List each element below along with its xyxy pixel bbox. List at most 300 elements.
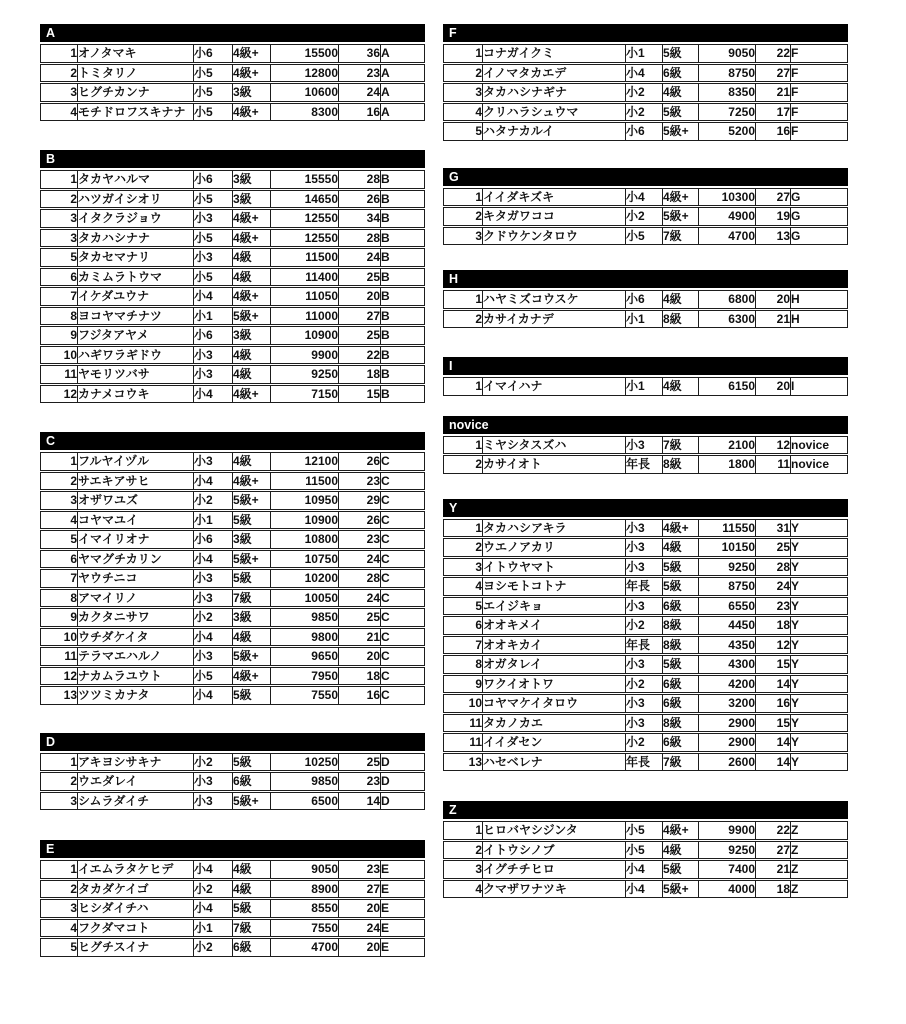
- cell-points: 8900: [270, 880, 338, 899]
- cell-group: D: [380, 792, 425, 811]
- cell-grade: 小4: [193, 860, 232, 879]
- cell-kyu: 5級+: [232, 491, 270, 510]
- cell-points: 10300: [698, 188, 755, 207]
- cell-grade: 小5: [193, 667, 232, 686]
- cell-name: サエキアサヒ: [77, 472, 193, 491]
- cell-group: novice: [790, 436, 848, 455]
- cell-rank: 4: [443, 880, 482, 899]
- cell-name: タカハシナナ: [77, 229, 193, 248]
- cell-name: タカセマナリ: [77, 248, 193, 267]
- cell-kyu: 5級: [662, 655, 698, 674]
- table-row: [443, 558, 848, 577]
- cell-count: 27: [755, 64, 790, 83]
- cell-count: 26: [338, 452, 380, 471]
- cell-kyu: 4級: [662, 538, 698, 557]
- cell-rank: 2: [443, 455, 482, 474]
- cell-count: 18: [338, 365, 380, 384]
- cell-kyu: 5級: [232, 753, 270, 772]
- cell-kyu: 8級: [662, 455, 698, 474]
- cell-count: 28: [338, 229, 380, 248]
- cell-points: 4900: [698, 207, 755, 226]
- group-label: Z: [449, 803, 457, 817]
- cell-points: 8350: [698, 83, 755, 102]
- cell-count: 14: [755, 733, 790, 752]
- cell-points: 12800: [270, 64, 338, 83]
- cell-rank: 10: [40, 346, 77, 365]
- cell-grade: 小2: [193, 491, 232, 510]
- cell-rank: 2: [443, 310, 482, 329]
- cell-group: A: [380, 83, 425, 102]
- cell-grade: 小3: [625, 519, 662, 538]
- table-row: [40, 103, 425, 122]
- cell-kyu: 4級: [232, 860, 270, 879]
- cell-grade: 小5: [625, 821, 662, 840]
- cell-kyu: 6級: [662, 675, 698, 694]
- cell-rank: 2: [40, 880, 77, 899]
- group-header: [443, 24, 848, 42]
- cell-rank: 12: [40, 385, 77, 404]
- cell-points: 8750: [698, 64, 755, 83]
- cell-name: イマイハナ: [482, 377, 625, 396]
- table-row: [40, 899, 425, 918]
- cell-rank: 11: [443, 714, 482, 733]
- cell-name: テラマエハルノ: [77, 647, 193, 666]
- group-header: [40, 432, 425, 450]
- cell-points: 11500: [270, 248, 338, 267]
- cell-count: 16: [755, 122, 790, 141]
- cell-count: 25: [755, 538, 790, 557]
- cell-count: 21: [338, 628, 380, 647]
- cell-rank: 1: [443, 188, 482, 207]
- cell-points: 9250: [270, 365, 338, 384]
- cell-name: カナメコウキ: [77, 385, 193, 404]
- cell-count: 27: [755, 841, 790, 860]
- cell-name: ヨシモトコトナ: [482, 577, 625, 596]
- table-row: [40, 472, 425, 491]
- cell-name: ハセベレナ: [482, 753, 625, 772]
- cell-rank: 3: [443, 558, 482, 577]
- cell-rank: 1: [443, 44, 482, 63]
- cell-name: ヒロバヤシジンタ: [482, 821, 625, 840]
- cell-grade: 小4: [193, 385, 232, 404]
- cell-count: 22: [755, 44, 790, 63]
- table-row: [443, 860, 848, 879]
- cell-kyu: 5級: [232, 686, 270, 705]
- cell-rank: 5: [443, 597, 482, 616]
- group-E: [40, 840, 425, 958]
- cell-group: Z: [790, 841, 848, 860]
- cell-grade: 小3: [193, 248, 232, 267]
- table-row: [40, 385, 425, 404]
- cell-rank: 6: [40, 550, 77, 569]
- table-row: [443, 636, 848, 655]
- table-row: [40, 365, 425, 384]
- table-row: [443, 597, 848, 616]
- cell-kyu: 4級+: [232, 103, 270, 122]
- cell-name: トミタリノ: [77, 64, 193, 83]
- cell-grade: 小3: [193, 346, 232, 365]
- cell-grade: 小5: [193, 83, 232, 102]
- cell-rank: 2: [443, 64, 482, 83]
- group-I: [443, 357, 848, 397]
- group-label: H: [449, 272, 459, 286]
- cell-kyu: 5級: [662, 44, 698, 63]
- cell-grade: 小3: [625, 714, 662, 733]
- group-G: [443, 168, 848, 247]
- cell-points: 9900: [698, 821, 755, 840]
- cell-name: ミヤシタスズハ: [482, 436, 625, 455]
- cell-name: アキヨシサキナ: [77, 753, 193, 772]
- cell-count: 34: [338, 209, 380, 228]
- cell-kyu: 3級: [232, 170, 270, 189]
- cell-grade: 小3: [193, 209, 232, 228]
- cell-rank: 11: [40, 647, 77, 666]
- cell-group: H: [790, 290, 848, 309]
- cell-grade: 年長: [625, 577, 662, 596]
- cell-kyu: 4級: [232, 452, 270, 471]
- cell-kyu: 4級: [232, 346, 270, 365]
- cell-rank: 1: [443, 377, 482, 396]
- cell-group: B: [380, 209, 425, 228]
- cell-rank: 3: [40, 209, 77, 228]
- table-row: [40, 919, 425, 938]
- table-row: [40, 307, 425, 326]
- cell-rank: 2: [40, 772, 77, 791]
- cell-kyu: 7級: [232, 919, 270, 938]
- cell-name: カクタニサワ: [77, 608, 193, 627]
- cell-count: 21: [755, 83, 790, 102]
- group-table-G: [443, 187, 848, 247]
- cell-grade: 小5: [625, 227, 662, 246]
- group-header: [443, 270, 848, 288]
- cell-group: Y: [790, 733, 848, 752]
- cell-points: 8550: [270, 899, 338, 918]
- cell-name: ナカムラユウト: [77, 667, 193, 686]
- cell-grade: 小1: [625, 377, 662, 396]
- cell-kyu: 4級: [232, 880, 270, 899]
- table-row: [40, 753, 425, 772]
- table-row: [443, 227, 848, 246]
- cell-kyu: 6級: [232, 772, 270, 791]
- cell-rank: 12: [40, 667, 77, 686]
- cell-rank: 3: [443, 227, 482, 246]
- cell-count: 24: [755, 577, 790, 596]
- cell-kyu: 4級: [232, 628, 270, 647]
- cell-group: G: [790, 188, 848, 207]
- table-row: [40, 209, 425, 228]
- cell-rank: 1: [40, 170, 77, 189]
- cell-name: イノマタカエデ: [482, 64, 625, 83]
- table-row: [443, 122, 848, 141]
- cell-group: A: [380, 103, 425, 122]
- cell-points: 9650: [270, 647, 338, 666]
- cell-points: 6500: [270, 792, 338, 811]
- cell-kyu: 6級: [662, 694, 698, 713]
- table-row: [40, 511, 425, 530]
- cell-group: B: [380, 268, 425, 287]
- cell-name: モチドロフスキナナ: [77, 103, 193, 122]
- cell-points: 4450: [698, 616, 755, 635]
- cell-group: D: [380, 772, 425, 791]
- cell-points: 11500: [270, 472, 338, 491]
- cell-group: C: [380, 589, 425, 608]
- cell-name: コナガイクミ: [482, 44, 625, 63]
- table-row: [443, 675, 848, 694]
- cell-group: C: [380, 628, 425, 647]
- cell-kyu: 5級+: [232, 550, 270, 569]
- cell-grade: 小4: [625, 188, 662, 207]
- cell-rank: 9: [40, 326, 77, 345]
- cell-group: Y: [790, 616, 848, 635]
- cell-grade: 小6: [193, 44, 232, 63]
- cell-grade: 小6: [193, 530, 232, 549]
- cell-grade: 小4: [193, 472, 232, 491]
- cell-points: 7950: [270, 667, 338, 686]
- cell-points: 9900: [270, 346, 338, 365]
- group-label: B: [46, 152, 56, 166]
- cell-grade: 小1: [625, 44, 662, 63]
- cell-group: I: [790, 377, 848, 396]
- group-label: E: [46, 842, 55, 856]
- cell-group: B: [380, 190, 425, 209]
- group-header: [443, 801, 848, 819]
- cell-grade: 小4: [625, 64, 662, 83]
- cell-group: C: [380, 667, 425, 686]
- cell-grade: 小3: [193, 569, 232, 588]
- group-table-F: [443, 43, 848, 142]
- table-row: [40, 647, 425, 666]
- cell-count: 19: [755, 207, 790, 226]
- cell-points: 9050: [270, 860, 338, 879]
- cell-name: ハギワラギドウ: [77, 346, 193, 365]
- table-row: [40, 860, 425, 879]
- cell-kyu: 4級: [232, 268, 270, 287]
- cell-group: B: [380, 287, 425, 306]
- cell-rank: 1: [40, 44, 77, 63]
- cell-kyu: 8級: [662, 636, 698, 655]
- table-row: [443, 436, 848, 455]
- cell-points: 2900: [698, 714, 755, 733]
- table-row: [443, 188, 848, 207]
- cell-points: 4700: [270, 938, 338, 957]
- cell-kyu: 4級+: [662, 188, 698, 207]
- cell-kyu: 5級: [232, 899, 270, 918]
- cell-points: 10900: [270, 511, 338, 530]
- cell-grade: 小2: [193, 753, 232, 772]
- cell-rank: 1: [40, 860, 77, 879]
- cell-points: 2900: [698, 733, 755, 752]
- cell-kyu: 5級: [232, 511, 270, 530]
- cell-grade: 小3: [625, 655, 662, 674]
- cell-grade: 小5: [193, 103, 232, 122]
- group-label: C: [46, 434, 56, 448]
- cell-points: 12550: [270, 229, 338, 248]
- cell-count: 36: [338, 44, 380, 63]
- group-table-E: [40, 859, 425, 958]
- cell-points: 9050: [698, 44, 755, 63]
- cell-group: E: [380, 899, 425, 918]
- cell-grade: 小3: [625, 436, 662, 455]
- group-label: D: [46, 734, 56, 749]
- cell-kyu: 7級: [662, 753, 698, 772]
- cell-kyu: 4級+: [232, 287, 270, 306]
- group-header: [40, 840, 425, 858]
- table-row: [443, 64, 848, 83]
- cell-name: クドウケンタロウ: [482, 227, 625, 246]
- cell-name: ヒグチカンナ: [77, 83, 193, 102]
- cell-rank: 11: [443, 733, 482, 752]
- cell-name: ハヤミズコウスケ: [482, 290, 625, 309]
- cell-name: タカハシナギナ: [482, 83, 625, 102]
- table-row: [443, 694, 848, 713]
- cell-points: 14650: [270, 190, 338, 209]
- cell-rank: 1: [40, 452, 77, 471]
- cell-kyu: 5級: [662, 103, 698, 122]
- cell-grade: 小4: [193, 899, 232, 918]
- cell-points: 4350: [698, 636, 755, 655]
- cell-kyu: 8級: [662, 616, 698, 635]
- cell-points: 8300: [270, 103, 338, 122]
- cell-rank: 4: [443, 103, 482, 122]
- cell-points: 10250: [270, 753, 338, 772]
- cell-kyu: 4級+: [232, 472, 270, 491]
- cell-count: 16: [338, 103, 380, 122]
- cell-name: ヤウチニコ: [77, 569, 193, 588]
- cell-points: 2100: [698, 436, 755, 455]
- cell-grade: 小2: [193, 880, 232, 899]
- cell-points: 10900: [270, 326, 338, 345]
- cell-grade: 小2: [625, 207, 662, 226]
- group-H: [443, 270, 848, 329]
- cell-kyu: 4級: [232, 248, 270, 267]
- cell-count: 25: [338, 268, 380, 287]
- cell-grade: 小6: [193, 326, 232, 345]
- cell-name: オオキメイ: [482, 616, 625, 635]
- cell-points: 6150: [698, 377, 755, 396]
- table-row: [443, 841, 848, 860]
- cell-count: 12: [755, 436, 790, 455]
- cell-rank: 3: [443, 83, 482, 102]
- cell-name: フクダマコト: [77, 919, 193, 938]
- cell-count: 27: [338, 307, 380, 326]
- cell-grade: 小5: [193, 268, 232, 287]
- cell-kyu: 6級: [662, 733, 698, 752]
- left-column: [40, 24, 425, 958]
- cell-group: F: [790, 64, 848, 83]
- table-row: [40, 287, 425, 306]
- cell-group: B: [380, 170, 425, 189]
- cell-group: C: [380, 686, 425, 705]
- cell-name: タカヤハルマ: [77, 170, 193, 189]
- table-row: [443, 290, 848, 309]
- cell-grade: 小1: [193, 919, 232, 938]
- cell-rank: 9: [40, 608, 77, 627]
- cell-rank: 9: [443, 675, 482, 694]
- cell-count: 23: [338, 64, 380, 83]
- cell-group: A: [380, 44, 425, 63]
- group-D: [40, 733, 425, 812]
- cell-points: 7250: [698, 103, 755, 122]
- group-label: F: [449, 26, 457, 40]
- cell-rank: 10: [443, 694, 482, 713]
- cell-grade: 年長: [625, 753, 662, 772]
- cell-name: イトウヤマト: [482, 558, 625, 577]
- cell-rank: 8: [443, 655, 482, 674]
- group-A: [40, 24, 425, 122]
- cell-count: 20: [338, 287, 380, 306]
- cell-name: フルヤイヅル: [77, 452, 193, 471]
- group-header: [40, 150, 425, 168]
- cell-kyu: 4級+: [662, 821, 698, 840]
- cell-rank: 2: [443, 841, 482, 860]
- cell-grade: 小1: [193, 511, 232, 530]
- cell-points: 6800: [698, 290, 755, 309]
- cell-group: C: [380, 647, 425, 666]
- cell-count: 15: [755, 714, 790, 733]
- cell-count: 22: [338, 346, 380, 365]
- group-header: [40, 733, 425, 751]
- cell-kyu: 4級: [662, 83, 698, 102]
- cell-name: オオキカイ: [482, 636, 625, 655]
- cell-rank: 11: [40, 365, 77, 384]
- cell-points: 15500: [270, 44, 338, 63]
- cell-count: 27: [755, 188, 790, 207]
- cell-rank: 13: [443, 753, 482, 772]
- cell-grade: 小2: [625, 616, 662, 635]
- cell-name: コヤマユイ: [77, 511, 193, 530]
- cell-name: カサイカナデ: [482, 310, 625, 329]
- cell-grade: 小2: [193, 938, 232, 957]
- cell-group: D: [380, 753, 425, 772]
- cell-points: 6300: [698, 310, 755, 329]
- cell-group: B: [380, 346, 425, 365]
- cell-count: 20: [338, 899, 380, 918]
- cell-grade: 小2: [625, 733, 662, 752]
- cell-name: クマザワナツキ: [482, 880, 625, 899]
- cell-kyu: 4級: [232, 365, 270, 384]
- cell-rank: 1: [443, 436, 482, 455]
- cell-points: 6550: [698, 597, 755, 616]
- group-label: I: [449, 359, 453, 373]
- cell-rank: 2: [443, 538, 482, 557]
- cell-name: カミムラトウマ: [77, 268, 193, 287]
- cell-points: 4000: [698, 880, 755, 899]
- right-column: [443, 24, 848, 899]
- cell-group: B: [380, 307, 425, 326]
- cell-grade: 小4: [193, 550, 232, 569]
- cell-grade: 小6: [625, 290, 662, 309]
- cell-grade: 小4: [625, 860, 662, 879]
- cell-group: Y: [790, 655, 848, 674]
- cell-points: 7150: [270, 385, 338, 404]
- group-F: [443, 24, 848, 142]
- cell-count: 25: [338, 326, 380, 345]
- cell-name: エイジキョ: [482, 597, 625, 616]
- cell-grade: 小4: [193, 628, 232, 647]
- cell-grade: 小1: [625, 310, 662, 329]
- cell-rank: 6: [443, 616, 482, 635]
- table-row: [443, 83, 848, 102]
- cell-rank: 1: [443, 519, 482, 538]
- cell-name: イマイリオナ: [77, 530, 193, 549]
- cell-group: C: [380, 472, 425, 491]
- cell-rank: 7: [443, 636, 482, 655]
- cell-name: クリハラシュウマ: [482, 103, 625, 122]
- cell-rank: 3: [443, 860, 482, 879]
- group-label: Y: [449, 500, 458, 515]
- cell-rank: 5: [40, 938, 77, 957]
- table-row: [40, 686, 425, 705]
